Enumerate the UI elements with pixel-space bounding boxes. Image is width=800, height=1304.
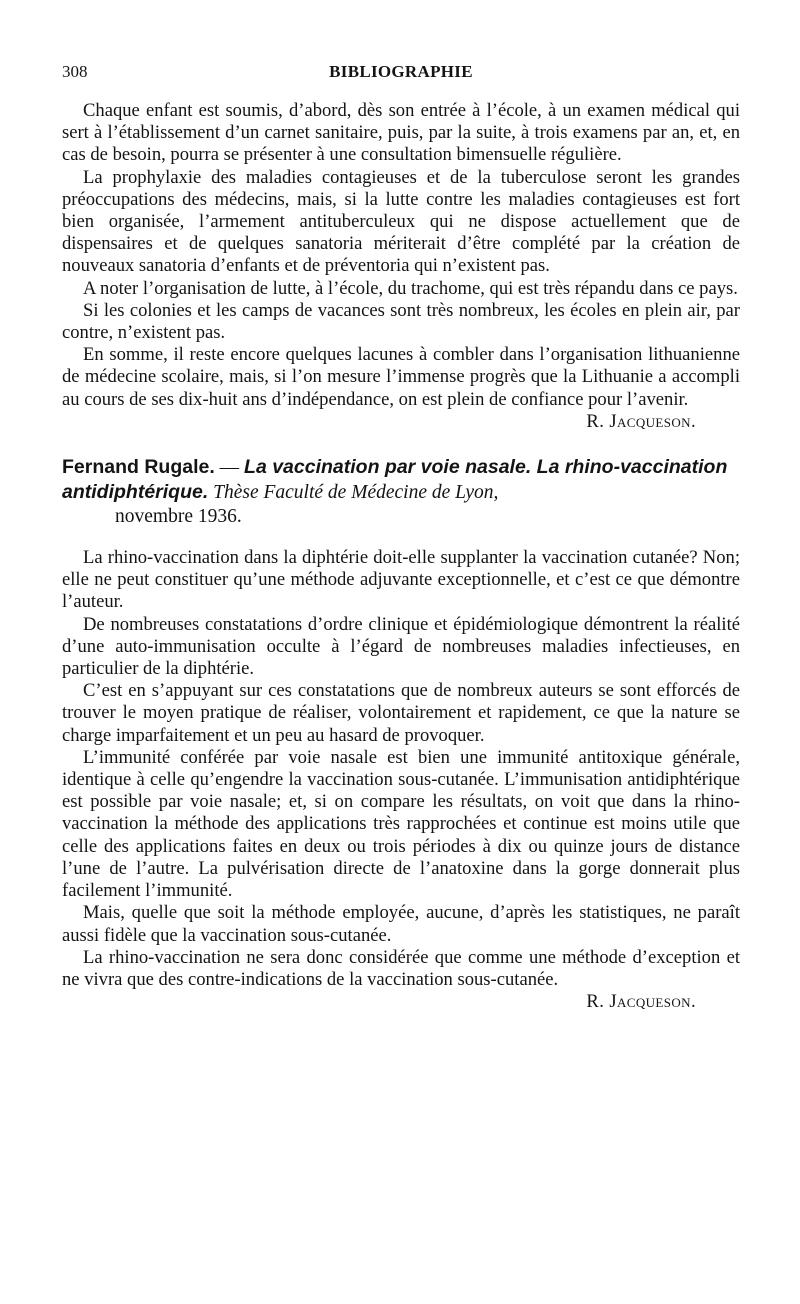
entry-dash: — [214, 457, 245, 479]
paragraph: Si les colonies et les camps de vacances sont très nombreux, les écoles en plein air, par contre, n’existent pas. [62, 299, 740, 344]
entry-date: novembre 1936. [115, 506, 242, 528]
paragraph: L’immunité conférée par voie nasale est bien une immunité antitoxique générale, identique à celle qu’engendre la vaccination sous-cutanée. L’immunisation antidiphtérique est possible par voie nasale; et, si on compare les résultats, on voit que dans la rhino-vaccination la méthode des applications très rapprochées et continue est moins utile que celle des applications faites en deux ou trois périodes à dix ou quinze jours de distance l’une de l’autre. La pulvérisation directe de l’anatoxine dans la gorge donnerait plus facilement l’immunité. [62, 746, 740, 902]
reviewer-signature: R. Jacqueson. [586, 991, 696, 1013]
page-number: 308 [62, 62, 88, 81]
paragraph: De nombreuses constatations d’ordre clinique et épidémiologique démontrent la réalité d’une auto-immunisation occulte à l’égard de nombreuses maladies infectieuses, en particulier de la diphtérie. [62, 613, 740, 680]
paragraph: Mais, quelle que soit la méthode employée, aucune, d’après les statistiques, ne paraît aussi fidèle que la vaccination sous-cutanée. [62, 902, 740, 946]
review-article-1 [62, 100, 740, 433]
bibliographic-entry [62, 455, 740, 529]
section-heading: BIBLIOGRAPHIE [329, 62, 473, 81]
paragraph: La rhino-vaccination ne sera donc considérée que comme une méthode d’exception et ne vivra que des contre-indications de la vaccination sous-cutanée. [62, 946, 740, 990]
book-page [62, 62, 740, 1013]
entry-author: Fernand Rugale. [62, 456, 215, 479]
paragraph: La prophylaxie des maladies contagieuses et de la tuberculose seront les grandes préoccupations des médecins, mais, si la lutte contre les maladies contagieuses est fort bien organisée, l’armement antituberculeux qui ne dispose actuellement que de dispensaires et de quelques sanatoria mériterait d’être complété par la création de nouveaux sanatoria d’enfants et de préventoria qui n’existent pas. [62, 166, 740, 277]
entry-source: Thèse Faculté de Médecine de Lyon, [213, 482, 499, 504]
reviewer-signature: R. Jacqueson. [586, 410, 696, 432]
entry-title: La vaccination par voie nasale. La rhino-vaccination antidiphtérique. [62, 456, 728, 504]
paragraph: A noter l’organisation de lutte, à l’école, du trachome, qui est très répandu dans ce pays. [83, 277, 738, 299]
paragraph: En somme, il reste encore quelques lacunes à combler dans l’organisation lithuanienne de médecine scolaire, mais, si l’on mesure l’immense progrès que la Lithuanie a accompli au cours de ses dix-huit ans d’indépendance, on est plein de confiance pour l’avenir. [62, 344, 740, 410]
running-head [62, 62, 740, 92]
review-article-2 [62, 547, 740, 1013]
paragraph: C’est en s’appuyant sur ces constatations que de nombreux auteurs se sont efforcés de trouver le moyen pratique de réaliser, volontairement et rapidement, ce que la nature se charge imparfaitement et un peu au hasard de provoquer. [62, 680, 740, 746]
paragraph: Chaque enfant est soumis, d’abord, dès son entrée à l’école, à un examen médical qui sert à l’établissement d’un carnet sanitaire, puis, par la suite, à trois examens par an, et, en cas de besoin, pourra se présenter à une consultation bimensuelle régulière. [62, 100, 740, 166]
paragraph: La rhino-vaccination dans la diphtérie doit-elle supplanter la vaccination cutanée? Non; elle ne peut constituer qu’une méthode adjuvante exceptionnelle, et c’est ce que démontre l’auteur. [62, 547, 740, 613]
